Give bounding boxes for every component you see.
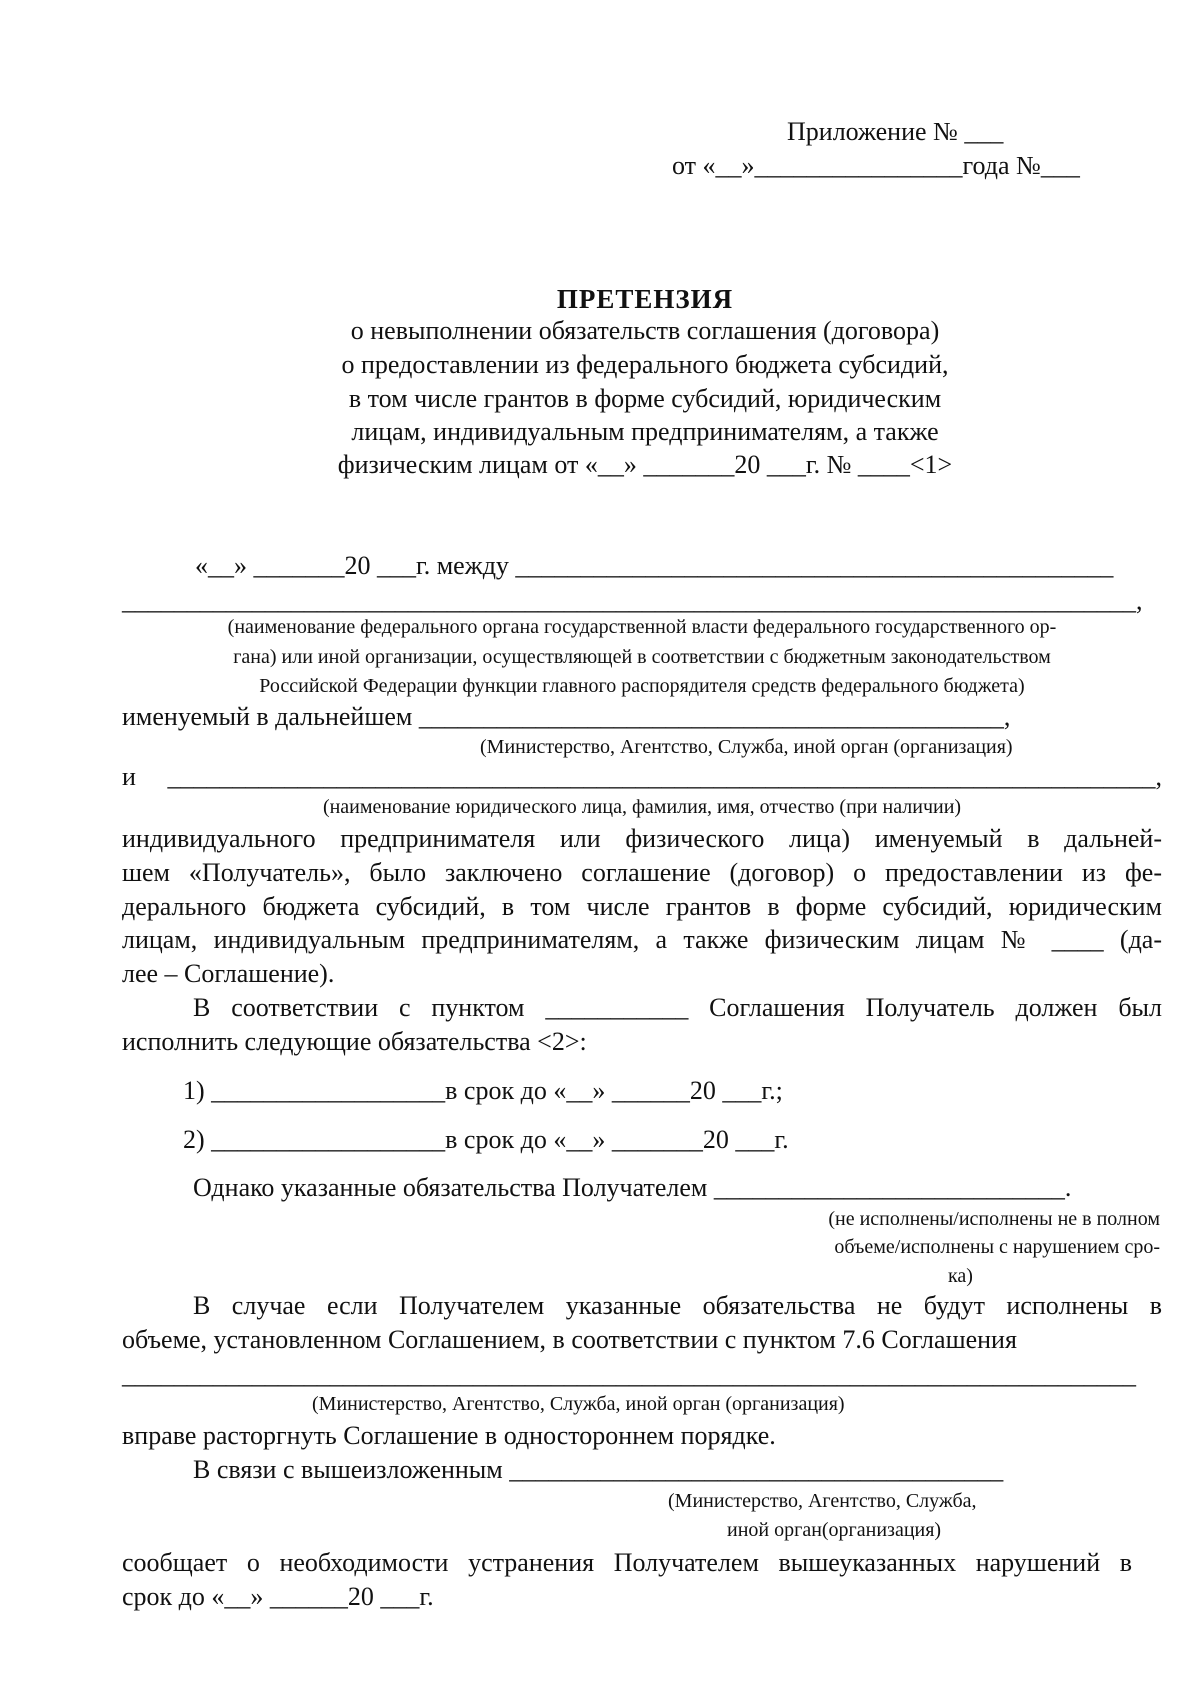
caption-nonfulfillment: (не исполнены/исполнены не в полном xyxy=(828,1208,1160,1230)
caption-ministry-short: (Министерство, Агентство, Служба, xyxy=(668,1490,977,1512)
paragraph-agreement: лее – Соглашение). xyxy=(122,959,335,988)
underline-ministry: ______________________________________________________________________________ xyxy=(122,1360,1136,1389)
termination-line: вправе расторгнуть Соглашение в одностороннем порядке. xyxy=(122,1421,776,1450)
paragraph-agreement: дерального бюджета субсидий, в том числе грантов в форме субсидий, юридическим xyxy=(122,892,1162,921)
caption-ministry: (Министерство, Агентство, Служба, иной орган (организация) xyxy=(480,736,1013,758)
obligation-item: 1) __________________в срок до «__» ______20 ___г.; xyxy=(183,1076,783,1105)
and-recipient-line: и ____________________________________________________________________________, xyxy=(122,762,1162,791)
paragraph-termination: объеме, установленном Соглашением, в соответствии с пунктом 7.6 Соглашения xyxy=(122,1325,1017,1354)
caption-ministry: (Министерство, Агентство, Служба, иной орган (организация) xyxy=(312,1393,845,1415)
paragraph-obligations: В соответствии с пунктом ___________ Соглашения Получатель должен был xyxy=(193,993,1162,1022)
final-paragraph: сообщает о необходимости устранения Получателем вышеуказанных нарушений в xyxy=(122,1548,1132,1577)
title-line: о предоставлении из федерального бюджета субсидий, xyxy=(341,350,949,379)
appendix-number: Приложение № ___ xyxy=(787,117,1004,146)
title-line: физическим лицам от «__» _______20 ___г. № ____<1> xyxy=(337,450,953,479)
paragraph-agreement: индивидуального предпринимателя или физического лица) именуемый в дальней- xyxy=(122,824,1162,853)
caption-nonfulfillment: ка) xyxy=(948,1265,973,1287)
hereinafter-line: именуемый в дальнейшем _____________________________________________, xyxy=(122,702,1011,731)
obligation-item: 2) __________________в срок до «__» _______20 ___г. xyxy=(183,1125,789,1154)
caption-government-body: Российской Федерации функции главного распорядителя средств федерального бюджета) xyxy=(259,675,1025,697)
paragraph-agreement: шем «Получатель», было заключено соглашение (договор) о предоставлении из фе- xyxy=(122,858,1162,887)
date-between-line: «__» _______20 ___г. между ______________________________________________ xyxy=(195,551,1114,580)
caption-ministry-short: иной орган(организация) xyxy=(727,1519,942,1541)
paragraph-termination: В случае если Получателем указанные обязательства не будут исполнены в xyxy=(193,1291,1162,1320)
caption-nonfulfillment: объеме/исполнены с нарушением сро- xyxy=(834,1236,1160,1258)
title-line: в том числе грантов в форме субсидий, юридическим xyxy=(348,384,942,413)
appendix-date-line: от «__»________________года №___ xyxy=(672,151,1080,180)
paragraph-agreement: лицам, индивидуальным предпринимателям, а также физическим лицам № ____ (да- xyxy=(122,925,1162,954)
caption-government-body: (наименование федерального органа государственной власти федерального государственного ор- xyxy=(227,616,1057,638)
final-paragraph: срок до «__» ______20 ___г. xyxy=(122,1582,434,1611)
underline-government-body: ______________________________________________________________________________, xyxy=(122,586,1143,615)
however-line: Однако указанные обязательства Получателем ___________________________. xyxy=(193,1173,1072,1202)
caption-government-body: гана) или иной организации, осуществляющей в соответствии с бюджетным законодательством xyxy=(233,646,1051,668)
paragraph-obligations: исполнить следующие обязательства <2>: xyxy=(122,1027,587,1056)
document-title: ПРЕТЕНЗИЯ xyxy=(556,284,734,314)
title-line: лицам, индивидуальным предпринимателям, а также xyxy=(351,417,939,446)
in-view-line: В связи с вышеизложенным ______________________________________ xyxy=(193,1455,1004,1484)
title-line: о невыполнении обязательств соглашения (договора) xyxy=(350,316,940,345)
caption-recipient: (наименование юридического лица, фамилия, имя, отчество (при наличии) xyxy=(322,796,962,818)
